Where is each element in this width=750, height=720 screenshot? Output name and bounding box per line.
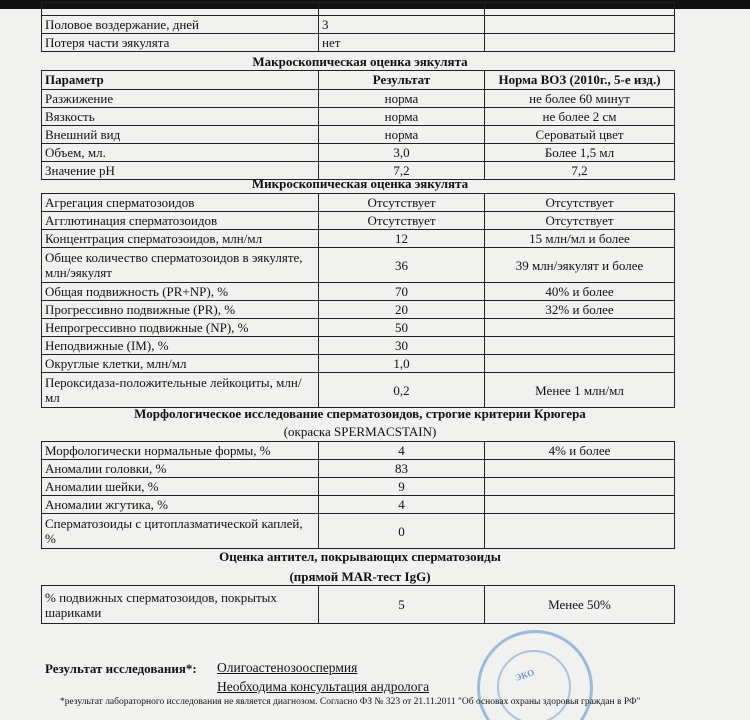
param-cell: Пероксидаза-положительные лейкоциты, млн/мл [42, 373, 319, 408]
param-cell: Морфологически нормальные формы, % [42, 442, 319, 460]
norm-cell [485, 16, 675, 34]
param-cell: Внешний вид [42, 126, 319, 144]
result-cell: 50 [319, 319, 485, 337]
table-row [42, 212, 675, 230]
norm-cell: 15 млн/мл и более [485, 230, 675, 248]
norm-cell: Сероватый цвет [485, 126, 675, 144]
norm-cell: 4% и более [485, 442, 675, 460]
norm-cell [485, 337, 675, 355]
top-table [41, 2, 675, 52]
table-row [42, 319, 675, 337]
footnote: *результат лабораторного исследования не является диагнозом. Согласно ФЗ № 323 от 21.11.2011 "Об основах охраны здоровья граждан в РФ" [60, 697, 641, 707]
result-cell: 0,2 [319, 373, 485, 408]
norm-cell [485, 496, 675, 514]
norm-cell [485, 34, 675, 52]
result-cell: 4 [319, 442, 485, 460]
table-row [42, 514, 675, 549]
micro-title: Микроскопическая оценка эякулята [251, 176, 469, 191]
table-header-row [42, 71, 675, 90]
antibody-title: Оценка антител, покрывающих сперматозоиды [219, 549, 501, 564]
norm-cell: Отсутствует [485, 212, 675, 230]
table-row [42, 108, 675, 126]
table-row [42, 283, 675, 301]
norm-cell [485, 514, 675, 549]
antibody-table [41, 585, 675, 624]
micro-table [41, 193, 675, 408]
param-cell: Сперматозоиды с цитоплазматической каплей, % [42, 514, 319, 549]
result-cell: 4 [319, 496, 485, 514]
result-cell: Отсутствует [319, 212, 485, 230]
norm-cell: не более 60 минут [485, 90, 675, 108]
result-cell: 9 [319, 478, 485, 496]
result-cell: 20 [319, 301, 485, 319]
result-cell: норма [319, 126, 485, 144]
header-result: Результат [319, 71, 485, 90]
param-cell: Аномалии жгутика, % [42, 496, 319, 514]
table-row [42, 496, 675, 514]
norm-cell: не более 2 см [485, 108, 675, 126]
param-cell: Округлые клетки, млн/мл [42, 355, 319, 373]
param-cell: Общая подвижность (PR+NP), % [42, 283, 319, 301]
morph-title: Морфологическое исследование сперматозоидов, строгие критерии Крюгера [134, 406, 586, 421]
table-row [42, 586, 675, 624]
param-cell: Потеря части эякулята [42, 34, 319, 52]
param-cell: Непрогрессивно подвижные (NP), % [42, 319, 319, 337]
result-cell: 3,0 [319, 144, 485, 162]
table-row [42, 16, 675, 34]
norm-cell: Более 1,5 мл [485, 144, 675, 162]
param-cell: Неподвижные (IM), % [42, 337, 319, 355]
result-cell: норма [319, 90, 485, 108]
param-cell: Аномалии шейки, % [42, 478, 319, 496]
norm-cell: Менее 50% [485, 586, 675, 624]
param-cell: Общее количество сперматозоидов в эякуляте, млн/эякулят [42, 248, 319, 283]
table-row [42, 460, 675, 478]
table-row [42, 230, 675, 248]
result-cell: 1,0 [319, 355, 485, 373]
param-cell: Концентрация сперматозоидов, млн/мл [42, 230, 319, 248]
param-cell: Прогрессивно подвижные (PR), % [42, 301, 319, 319]
norm-cell: Менее 1 млн/мл [485, 373, 675, 408]
stamp-text: ЭКО [513, 667, 536, 683]
param-cell: Объем, мл. [42, 144, 319, 162]
param-cell: Значение pH [42, 162, 319, 180]
param-cell: Аномалии головки, % [42, 460, 319, 478]
norm-cell: 40% и более [485, 283, 675, 301]
lab-stamp-inner [497, 650, 571, 720]
table-row [42, 3, 675, 16]
morph-subtitle: (окраска SPERMACSTAIN) [283, 424, 437, 439]
norm-cell [485, 355, 675, 373]
table-row [42, 478, 675, 496]
param-cell: Разжижение [42, 90, 319, 108]
table-row [42, 194, 675, 212]
result-cell: 3 [319, 16, 485, 34]
param-cell: Половое воздержание, дней [42, 16, 319, 34]
norm-cell: Отсутствует [485, 194, 675, 212]
result-cell: 83 [319, 460, 485, 478]
norm-cell: 32% и более [485, 301, 675, 319]
table-row [42, 90, 675, 108]
result-cell: 12 [319, 230, 485, 248]
morph-table [41, 441, 675, 549]
result-cell: Отсутствует [319, 194, 485, 212]
norm-cell: 39 млн/эякулят и более [485, 248, 675, 283]
table-row [42, 34, 675, 52]
table-row [42, 355, 675, 373]
result-cell: 5 [319, 586, 485, 624]
result-cell: нет [319, 34, 485, 52]
param-cell: Агглютинация сперматозоидов [42, 212, 319, 230]
result-cell: 7,2 [319, 162, 485, 180]
norm-cell [485, 319, 675, 337]
header-param: Параметр [42, 71, 319, 90]
table-row [42, 373, 675, 408]
result-recommendation: Необходима консультация андролога [217, 679, 430, 694]
table-row [42, 126, 675, 144]
result-cell: 30 [319, 337, 485, 355]
antibody-subtitle: (прямой MAR-тест IgG) [289, 569, 431, 584]
norm-cell: 7,2 [485, 162, 675, 180]
result-label: Результат исследования*: [45, 661, 197, 676]
macro-title: Макроскопическая оценка эякулята [252, 54, 468, 69]
param-cell: % подвижных сперматозоидов, покрытых шариками [42, 586, 319, 624]
table-row [42, 337, 675, 355]
result-cell: 70 [319, 283, 485, 301]
table-row [42, 248, 675, 283]
param-cell: Вязкость [42, 108, 319, 126]
table-row [42, 144, 675, 162]
result-cell: норма [319, 108, 485, 126]
norm-cell [485, 478, 675, 496]
norm-cell [485, 460, 675, 478]
macro-table [41, 70, 675, 180]
header-norm: Норма ВОЗ (2010г., 5-е изд.) [485, 71, 675, 90]
result-diagnosis: Олигоастенозооспермия [217, 660, 358, 675]
param-cell: Агрегация сперматозоидов [42, 194, 319, 212]
result-cell: 0 [319, 514, 485, 549]
table-row [42, 301, 675, 319]
table-row [42, 442, 675, 460]
result-cell: 36 [319, 248, 485, 283]
